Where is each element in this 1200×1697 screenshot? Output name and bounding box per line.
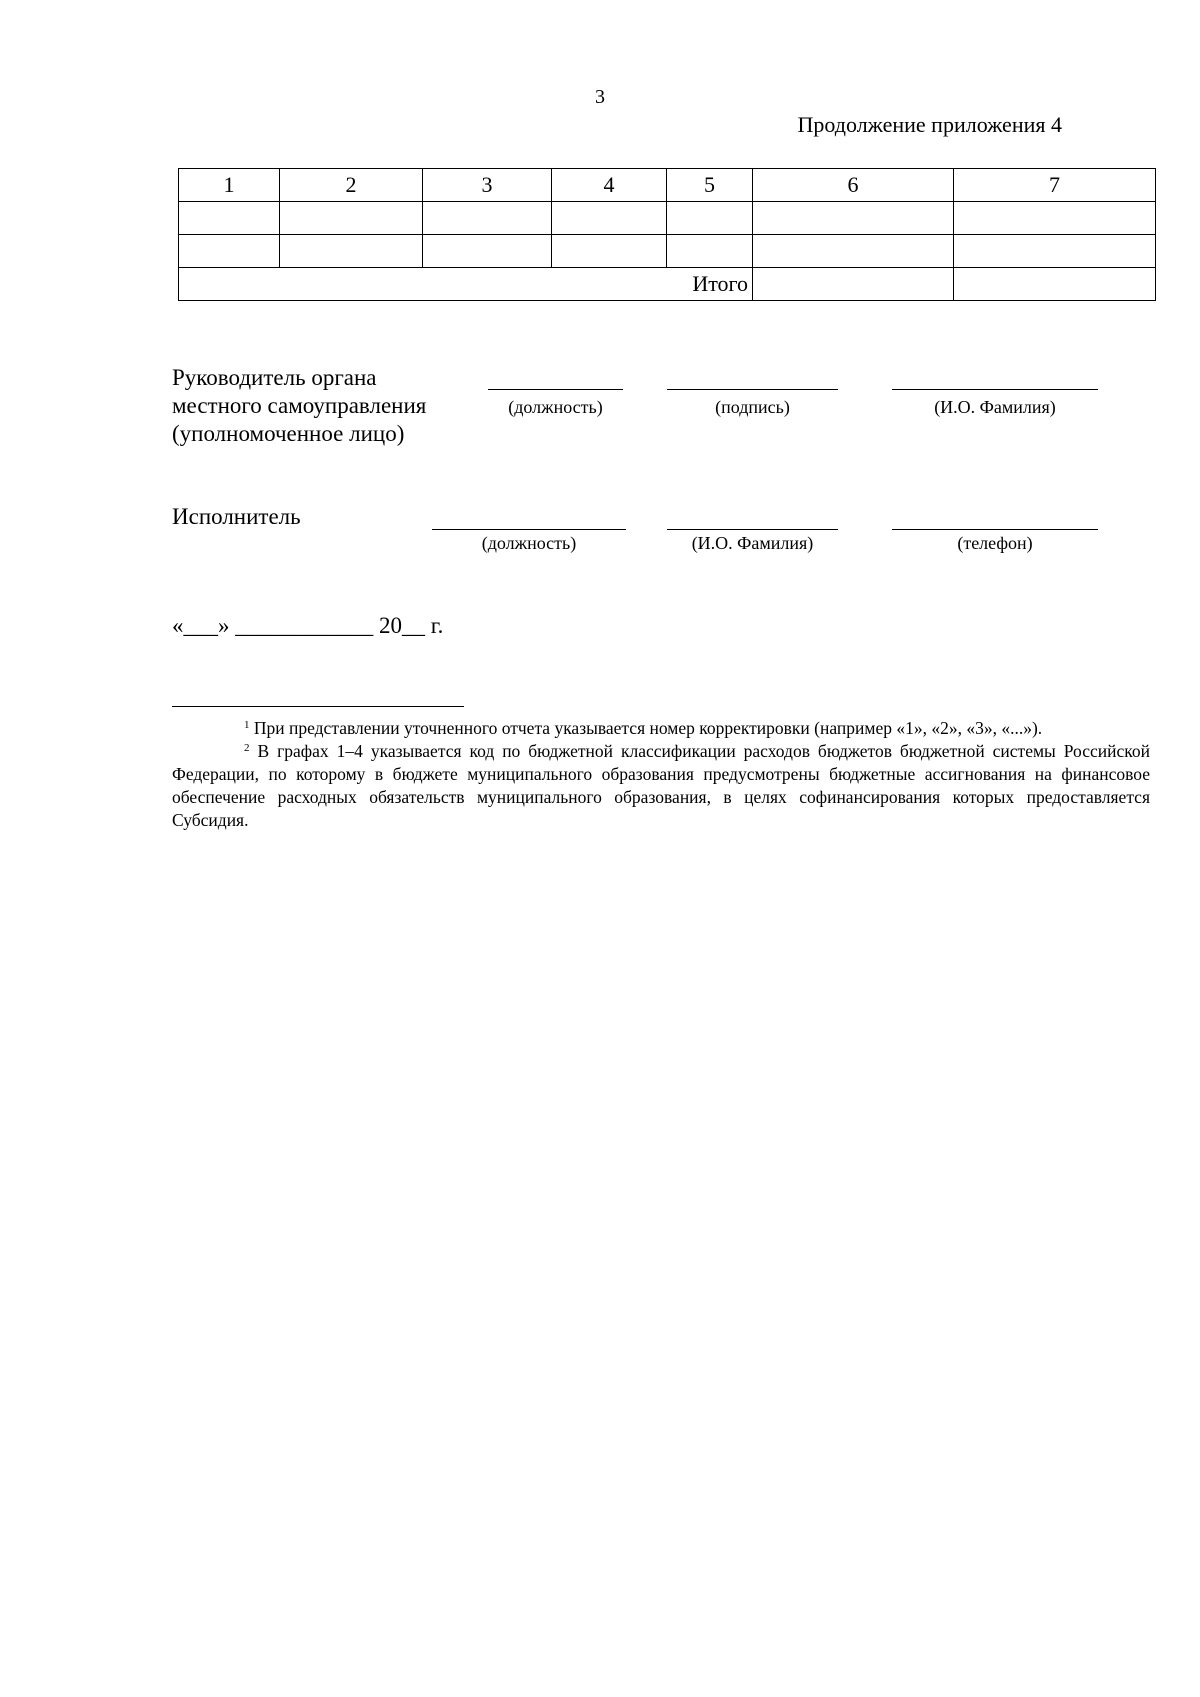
table-cell: [753, 202, 954, 235]
table-cell: [280, 235, 423, 268]
table-total-row: [179, 268, 1156, 301]
table-cell: [753, 235, 954, 268]
executor-position-line[interactable]: [432, 529, 626, 530]
total-cell-col7: [954, 268, 1156, 301]
table-cell: [552, 235, 667, 268]
total-label: Итого: [179, 268, 753, 301]
head-signature-hint: (подпись): [715, 397, 790, 417]
table-cell: [552, 202, 667, 235]
column-number: 4: [552, 169, 667, 202]
footnote-text: В графах 1–4 указывается код по бюджетной классификации расходов бюджетов бюджетной системы Российской Федерации, по которому в бюджете муниципального образования предусмотрены бюджетные ассигнования на финансовое обеспечение расходных обязательств муниципального образования, в целях софинансирования которых предоставляется Субсидия.: [172, 741, 1151, 830]
table-row: [179, 202, 1156, 235]
footnote-mark: 1: [244, 719, 250, 731]
head-signatory-label: [172, 364, 426, 448]
table-cell: [280, 202, 423, 235]
table-cell: [423, 202, 552, 235]
column-number: 1: [179, 169, 280, 202]
head-name-hint: (И.О. Фамилия): [934, 397, 1056, 417]
table-cell: [179, 235, 280, 268]
table-cell: [423, 235, 552, 268]
executor-position-hint: (должность): [481, 533, 577, 553]
appendix-continuation-note: Продолжение приложения 4: [797, 112, 1062, 137]
column-number: 3: [423, 169, 552, 202]
executor-phone-hint: (телефон): [957, 533, 1033, 553]
footnote-separator: [172, 706, 464, 707]
head-name-line[interactable]: [892, 389, 1098, 390]
executor-label: Исполнитель: [172, 504, 301, 529]
column-number: 7: [954, 169, 1156, 202]
table-cell: [667, 235, 753, 268]
executor-name-hint: (И.О. Фамилия): [691, 533, 814, 553]
column-number: 6: [753, 169, 954, 202]
table-header-row: [179, 169, 1156, 202]
page-number: 3: [595, 86, 605, 108]
head-label-line: Руководитель органа: [172, 365, 377, 390]
footnote-text: При представлении уточненного отчета указывается номер корректировки (например «1», «2», «3», «...»).: [253, 718, 1043, 738]
footnote-1: [172, 717, 1150, 740]
head-signature-line[interactable]: [667, 389, 838, 390]
report-table: [178, 168, 1156, 301]
table-cell: [954, 202, 1156, 235]
head-position-hint: (должность): [508, 397, 603, 417]
table-cell: [954, 235, 1156, 268]
head-position-line[interactable]: [488, 389, 623, 390]
column-number: 2: [280, 169, 423, 202]
table-cell: [667, 202, 753, 235]
column-number: 5: [667, 169, 753, 202]
head-label-line: (уполномоченное лицо): [172, 421, 405, 446]
table-row: [179, 235, 1156, 268]
date-line[interactable]: «___» ____________ 20__ г.: [172, 613, 444, 638]
total-cell-col6: [753, 268, 954, 301]
footnote-2: [172, 740, 1150, 832]
head-label-line: местного самоуправления: [172, 393, 427, 418]
executor-name-line[interactable]: [667, 529, 838, 530]
footnote-mark: 2: [244, 742, 250, 754]
table-cell: [179, 202, 280, 235]
executor-phone-line[interactable]: [892, 529, 1098, 530]
